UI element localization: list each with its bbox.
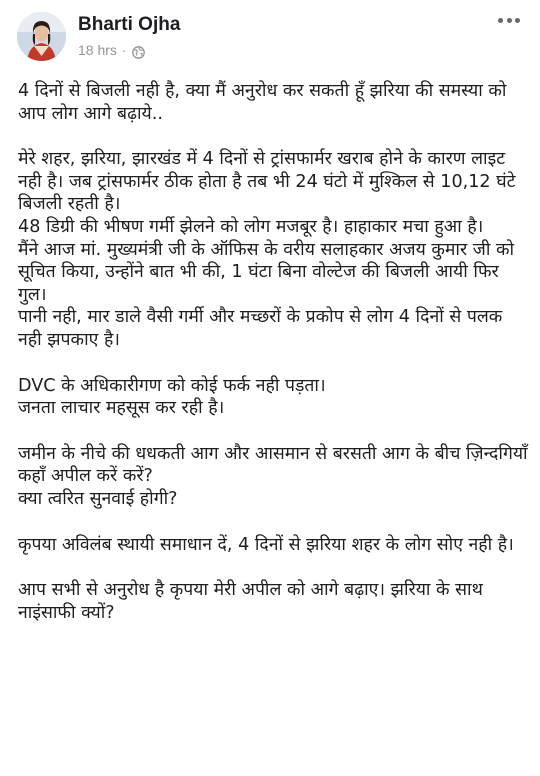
meta-separator: ·: [121, 42, 127, 58]
author-name[interactable]: Bharti Ojha: [78, 14, 181, 35]
author-avatar[interactable]: [17, 12, 66, 61]
post-paragraph: क्या त्वरित सुनवाई होगी?: [18, 488, 178, 509]
post-paragraph: कृपया अविलंब स्थायी समाधान दें, 4 दिनों से झरिया शहर के लोग सोए नही है।: [18, 534, 514, 555]
post-meta: [78, 40, 145, 60]
post-paragraph: आप सभी से अनुरोध है कृपया मेरी अपील को आगे बढ़ाए। झरिया के साथ नाइंसाफी क्यों?: [18, 580, 483, 623]
post-body: [18, 80, 530, 624]
more-dot: [498, 18, 503, 23]
post-paragraph: जनता लाचार महसूस कर रही है।: [18, 398, 225, 419]
post-paragraph: मेरे शहर, झरिया, झारखंड में 4 दिनों से ट्रांसफार्मर खराब होने के कारण लाइट नही है। जब ट्रांसफार्मर ठीक होता है तब भी 24 घंटो में मुश्किल से 10,12 घंटे बिजली रहती है।: [18, 149, 516, 215]
post-header: [0, 0, 540, 70]
more-dot: [515, 18, 520, 23]
post-time[interactable]: 18 hrs: [78, 42, 117, 58]
more-dot: [507, 18, 512, 23]
post-paragraph: पानी नही, मार डाले वैसी गर्मी और मच्छरों के प्रकोप से लोग 4 दिनों से पलक नही झपकाए है।: [18, 307, 503, 350]
post-paragraph: 48 डिग्री की भीषण गर्मी झेलने को लोग मजबूर है। हाहाकार मचा हुआ है।: [18, 216, 484, 237]
more-options-icon[interactable]: [498, 16, 520, 24]
globe-icon[interactable]: [132, 44, 145, 57]
post-paragraph: जमीन के नीचे की धधकती आग और आसमान से बरसती आग के बीच ज़िन्दगियाँ कहाँ अपील करें करें?: [18, 443, 528, 487]
post-paragraph: मैंने आज मां. मुख्यमंत्री जी के ऑफिस के वरीय सलाहकार अजय कुमार जी को सूचित किया, उन्होंने बात भी की, 1 घंटा बिना वोल्टेज की बिजली आयी फिर गुल।: [18, 239, 515, 305]
post-paragraph: DVC के अधिकारीगण को कोई फर्क नही पड़ता।: [18, 375, 326, 396]
post-paragraph: 4 दिनों से बिजली नही है, क्या मैं अनुरोध कर सकती हूँ झरिया की समस्या को आप लोग आगे बढ़ाये..: [18, 81, 507, 124]
